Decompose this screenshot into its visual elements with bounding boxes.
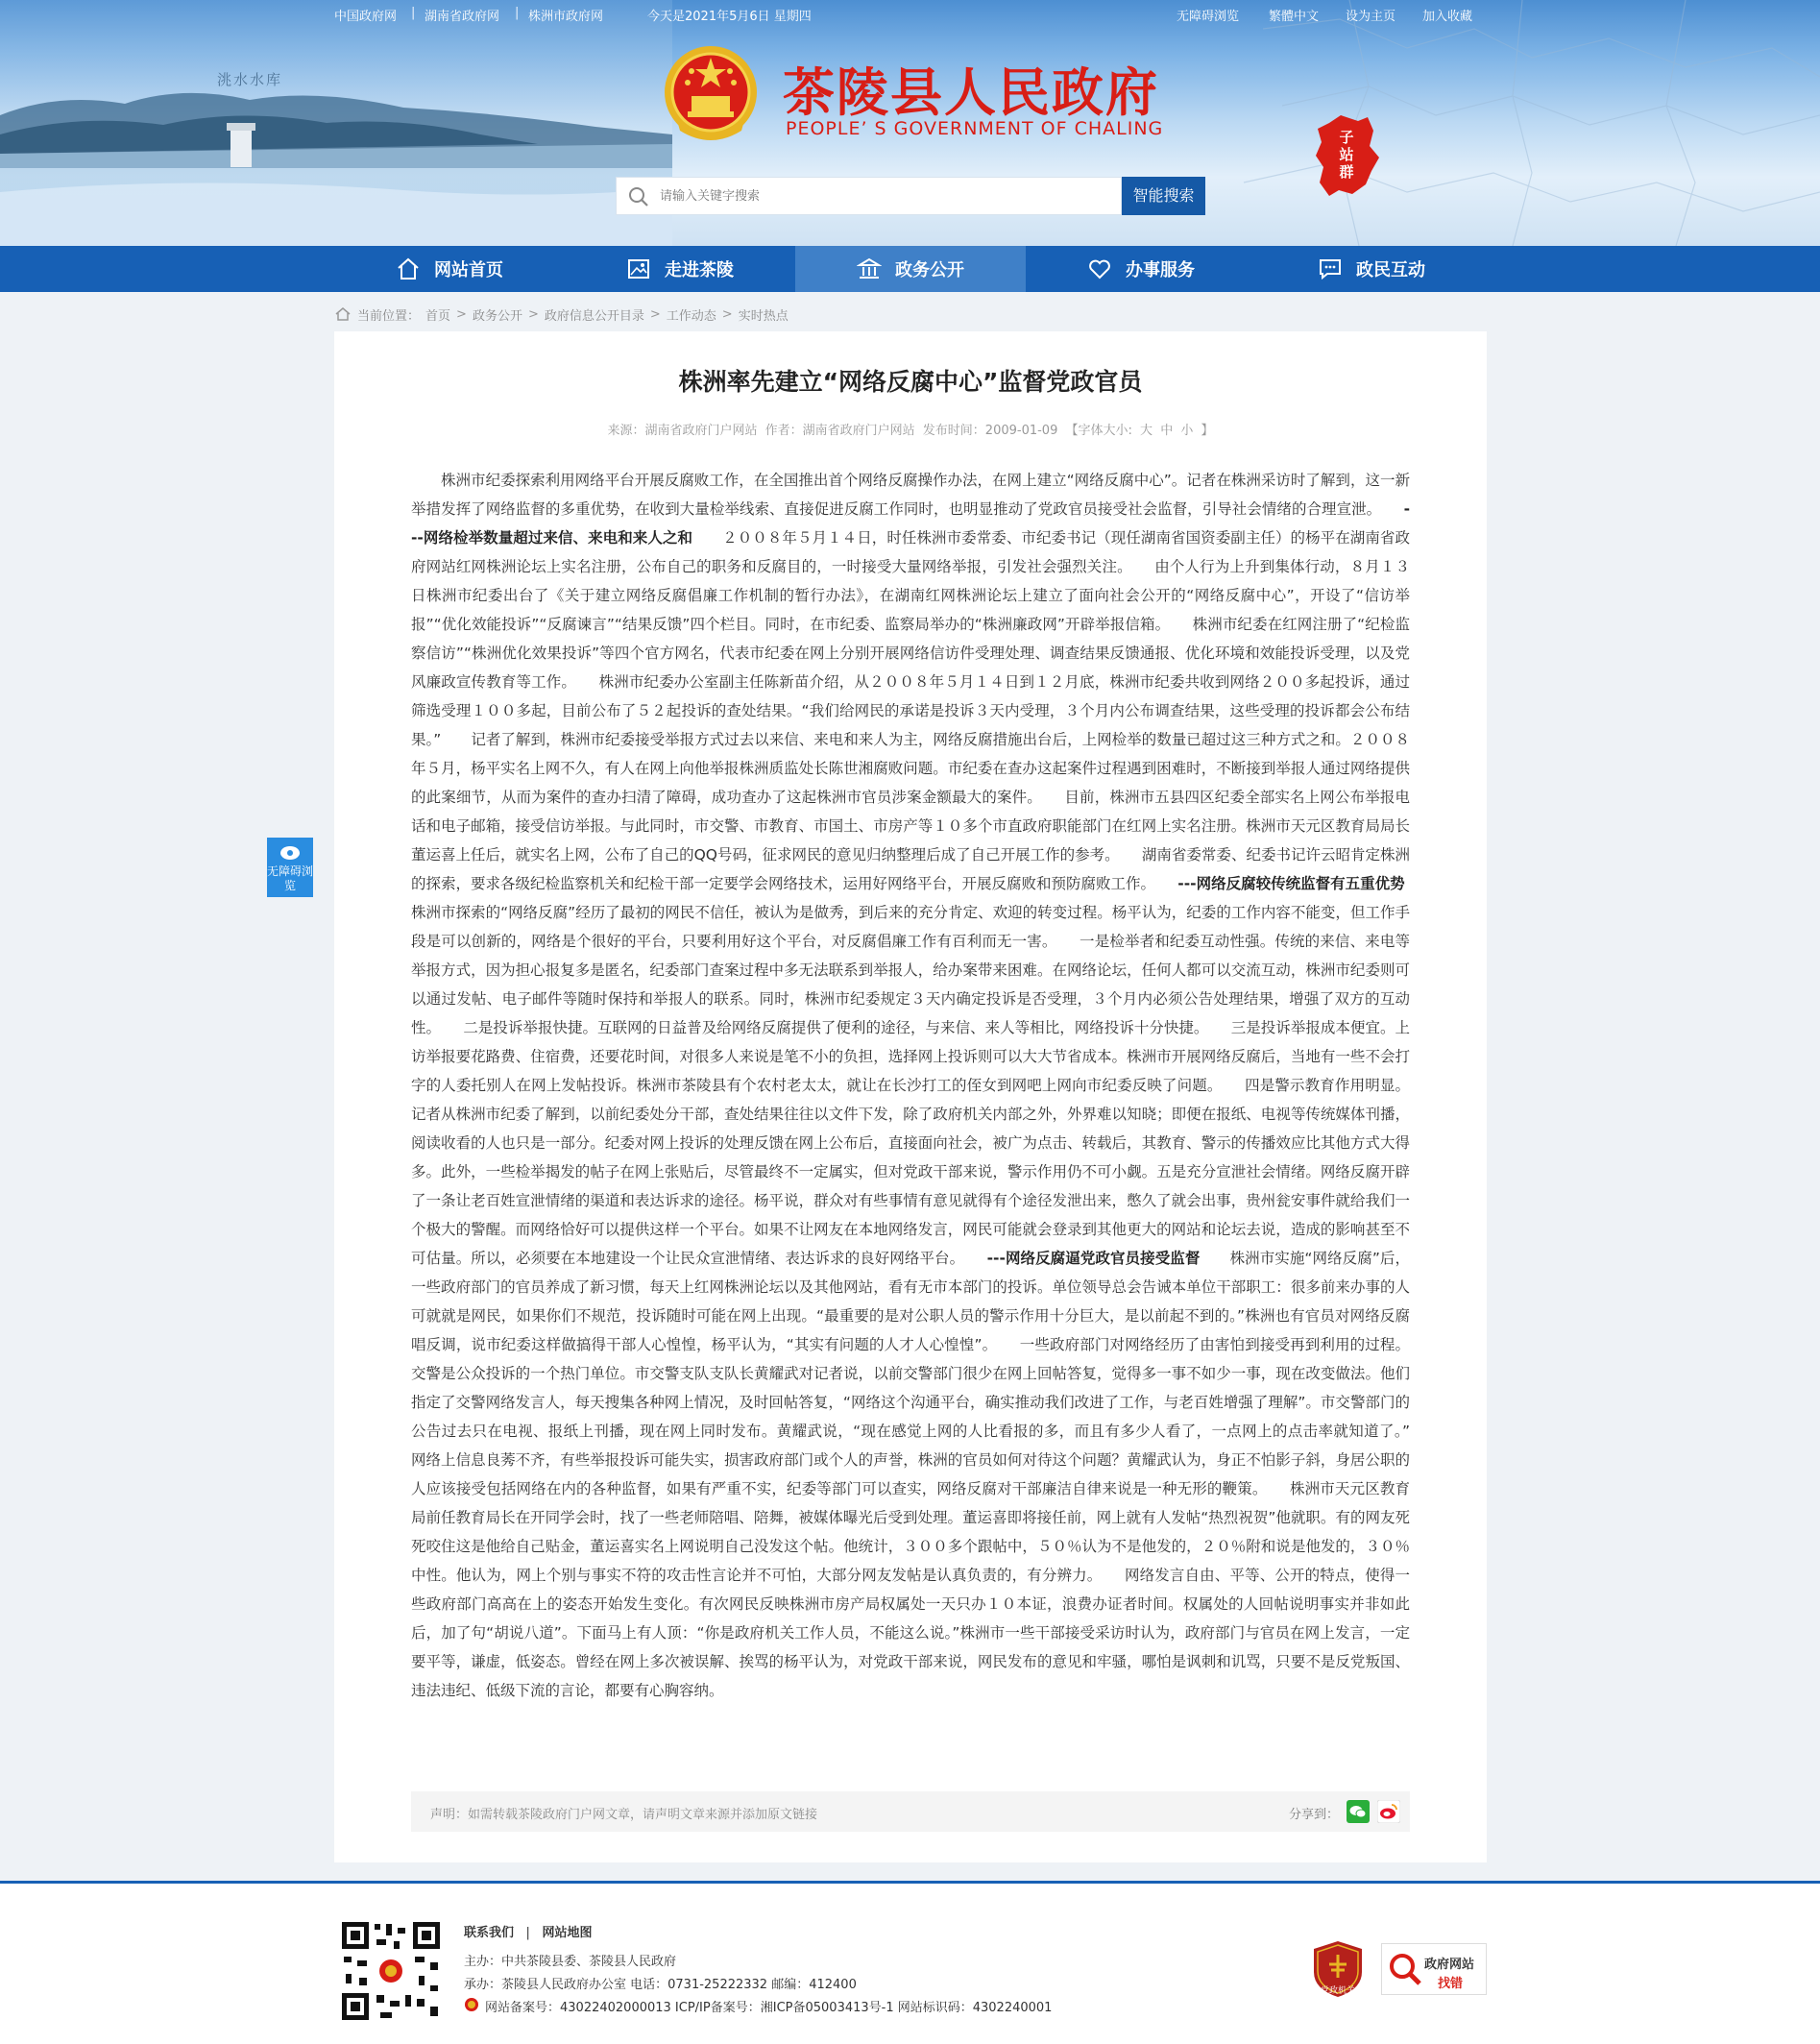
subsite-label[interactable]: 子站群 — [1339, 129, 1354, 181]
link-china-gov[interactable]: 中国政府网 — [334, 10, 398, 24]
article-body — [411, 466, 1441, 1705]
breadcrumb-work-news[interactable]: 工作动态 — [666, 308, 716, 324]
footer-organizer: 承办：茶陵县人民政府办公室 电话：0731-25222332 邮编：412400 — [464, 1978, 857, 1992]
breadcrumb: 当前位置： 首页 > 政务公开 > 政府信息公开目录 > 工作动态 > 实时热点 — [334, 305, 789, 323]
link-hunan-gov[interactable]: 湖南省政府网 — [425, 10, 500, 24]
article-title: 株洲率先建立“网络反腐中心”监督党政官员 — [678, 368, 1143, 396]
font-size-open: 【字体大小: — [1065, 424, 1132, 438]
eye-icon — [279, 845, 301, 861]
link-set-homepage[interactable]: 设为主页 — [1346, 10, 1396, 24]
gov-site-error-report-badge[interactable] — [1381, 1943, 1487, 1995]
article-author: 作者：湖南省政府门户网站 — [764, 424, 915, 438]
badge-err-subtitle: 找错 — [1438, 1977, 1464, 1991]
nav-interaction-label: 政民互动 — [1356, 260, 1425, 280]
qr-code-image — [338, 1918, 444, 2024]
nav-interaction[interactable] — [1256, 246, 1487, 292]
home-icon — [334, 305, 352, 323]
reprint-notice: 声明：如需转载茶陵政府门户网文章，请声明文章来源并添加原文链接 — [430, 1808, 818, 1822]
chat-icon — [1318, 256, 1343, 281]
breadcrumb-hot-topics[interactable]: 实时热点 — [738, 308, 789, 324]
nav-about-chaling[interactable] — [565, 246, 795, 292]
search-icon — [628, 186, 649, 207]
accessibility-float-button[interactable] — [267, 838, 313, 897]
footer-links: 联系我们 | 网站地图 — [464, 1926, 593, 1940]
nav-government-affairs-label: 政务公开 — [895, 260, 964, 280]
breadcrumb-info-catalog[interactable]: 政府信息公开目录 — [544, 308, 644, 324]
government-building-icon — [857, 256, 882, 281]
nav-government-affairs[interactable] — [795, 246, 1026, 292]
link-zhuzhou-gov[interactable]: 株洲市政府网 — [528, 10, 604, 24]
share-label: 分享到： — [1288, 1808, 1339, 1822]
article-paragraph: ２００８年５月１４日，时任株洲市委常委、市纪委书记（现任湖南省国资委副主任）的杨平在湖南省政府网站红网株洲论坛上实名注册，公布自己的职务和反腐目的，一时接受大量网络举报，引发社会强烈关注。 由个人行为上升到集体行动，８月１３日株洲市纪委出台了《关于建立网络反腐倡廉工作机制的暂行办法》，在湖南红网株洲论坛上建立了面向社会公开的“网络反腐中心”，开设了“信访举报”“优化效能投诉”“反腐谏言”“结果反馈”四个栏目。同时，在市纪委、监察局举办的“株洲廉政网”开辟举报信箱。 株洲市纪委在红网注册了“纪检监察信访”“株洲优化效果投诉”等四个官方网名，代表市纪委在网上分别开展网络信访件受理处理、调查结果反馈通报、优化环境和效能投诉受理，以及党风廉政宣传教育等工作。 株洲市纪委办公室副主任陈新苗介绍，从２００８年５月１４日到１２月底，株洲市纪委共收到网络２００多起投诉，通过筛选受理１００多起，目前公布了５２起投诉的查处结果。“我们给网民的承诺是投诉３天内受理，３个月内公布调查结果，这些受理的投诉都会公布结果。” 记者了解到，株洲市纪委接受举报方式过去以来信、来电和来人为主，网络反腐措施出台后，上网检举的数量已超过这三种方式之和。２００８年５月，杨平实名上网不久，有人在网上向他举报株洲质监处长陈世湘腐败问题。市纪委在查办这起案件过程遇到困难时，不断接到举报人通过网络提供的此案细节，从而为案件的查办扫清了障碍，成功查办了这起株洲市官员涉案金额最大的案件。 目前，株洲市五县四区纪委全部实名上网公布举报电话和电子邮箱，接受信访举报。与此同时，市交警、市教育、市国土、市房产等１０多个市直政府职能部门在红网上实名注册。株洲市天元区教育局局长董运喜上任后，就实名上网，公布了自己的QQ号码，征求网民的意见归纳整理后成了自己开展工作的参考。 湖南省委常委、纪委书记许云昭肯定株洲的探索，要求各级纪检监察机关和纪检干部一定要学会网络技术，运用好网络平台，开展反腐败和预防腐败工作。 — [411, 529, 1410, 892]
article-source: 来源：湖南省政府门户网站 — [607, 424, 758, 438]
party-gov-badge-label: 党政机关 — [1320, 1986, 1355, 1996]
article-subheading: ---网络反腐较传统监督有五重优势 — [1177, 875, 1405, 892]
home-icon — [396, 256, 421, 281]
article-meta — [334, 420, 1487, 438]
national-emblem-icon — [661, 42, 761, 150]
font-size-close: 】 — [1201, 424, 1214, 438]
article-subheading: ---网络反腐逼党政官员接受监督 — [986, 1250, 1201, 1267]
breadcrumb-home[interactable]: 首页 — [425, 308, 451, 324]
article-footer-bar — [411, 1791, 1410, 1832]
font-size-medium[interactable]: 中 — [1160, 424, 1174, 438]
footer-contact-link[interactable]: 联系我们 — [464, 1926, 515, 1940]
article-paragraph: 株洲市实施“网络反腐”后，一些政府部门的官员养成了新习惯，每天上红网株洲论坛以及其他网站，看有无市本部门的投诉。单位领导总会告诫本单位干部职工：很多前来办事的人可就就是网民，如果你们不规范，投诉随时可能在网上出现。“最重要的是对公职人员的警示作用十分巨大，是以前起不到的。”株洲也有官员对网络反腐唱反调，说市纪委这样做搞得干部人心惶惶，杨平认为，“其实有问题的人才人心惶惶”。 一些政府部门对网络经历了由害怕到接受再到利用的过程。交警是公众投诉的一个热门单位。市交警支队支队长黄耀武对记者说，以前交警部门很少在网上回帖答复，觉得多一事不如少一事，现在改变做法。他们指定了交警网络发言人，每天搜集各种网上情况，及时回帖答复，“网络这个沟通平台，确实推动我们改进了工作，与老百姓增强了理解”。市交警部门的公告过去只在电视、报纸上刊播，现在网上同时发布。黄耀武说，“现在感觉上网的人比看报的多，而且有多少人看了，一点网上的点击率就知道了。” 网络上信息良莠不齐，有些举报投诉可能失实，损害政府部门或个人的声誉，株洲的官员如何对待这个问题？黄耀武认为，身正不怕影子斜，身居公职的人应该接受包括网络在内的各种监督，如果有严重不实，纪委等部门可以查实，网络反腐对干部廉洁自律来说是一种无形的鞭策。 株洲市天元区教育局前任教育局长在开同学会时，找了一些老师陪唱、陪舞，被媒体曝光后受到处理。董运喜即将接任前，网上就有人发帖“热烈祝贺”他就职。有的网友死死咬住这是他给自己贴金，董运喜实名上网说明自己没发这个帖。他统计，３００多个跟帖中，５０％认为不是他发的，２０％附和说是他发的，３０％中性。他认为，网上个别与事实不符的攻击性言论并不可怕，大部分网友发帖是认真负责的，有分辨力。 网络发言自由、平等、公开的特点，使得一些政府部门高高在上的姿态开始发生变化。有次网民反映株洲市房产局权属处一天只办１０本证，浪费办证者时间。权属处的人回帖说明事实并非如此后，加了句“胡说八道”。下面马上有人顶：“你是政府机关工作人员，不能这么说。”株洲市一些干部接受采访时认为，政府部门与官员在网上发言，一定要平等，谦虚，低姿态。曾经在网上多次被误解、挨骂的杨平认为，对党政干部来说，网民发布的意见和牢骚，哪怕是讽刺和讥骂，只要不是反党叛国、违法违纪、低级下流的言论，都要有心胸容纳。 — [411, 1250, 1441, 1699]
link-traditional-chinese[interactable]: 繁體中文 — [1269, 10, 1320, 24]
main-navigation — [0, 246, 1820, 292]
link-accessible-browse[interactable]: 无障碍浏览 — [1177, 10, 1240, 24]
police-badge-icon — [464, 1997, 479, 2012]
nav-services-label: 办事服务 — [1126, 260, 1195, 280]
nav-services[interactable] — [1026, 246, 1256, 292]
article-paragraph: 株洲市探索的“网络反腐”经历了最初的网民不信任，被认为是做秀，到后来的充分肯定、欢迎的转变过程。杨平认为，纪委的工作内容不能变，但工作手段是可以创新的，网络是个很好的平台，只要利用好这个平台，对反腐倡廉工作有百利而无一害。 一是检举者和纪委互动性强。传统的来信、来电等举报方式，因为担心报复多是匿名，纪委部门查案过程中多无法联系到举报人，给办案带来困难。在网络论坛，任何人都可以交流互动，株洲市纪委则可以通过发帖、电子邮件等随时保持和举报人的联系。同时，株洲市纪委规定３天内确定投诉是否受理，３个月内必须公告处理结果，增强了双方的互动性。 二是投诉举报快捷。互联网的日益普及给网络反腐提供了便利的途径，与来信、来人等相比，网络投诉十分快捷。 三是投诉举报成本便宜。上访举报要花路费、住宿费，还要花时间，对很多人来说是笔不小的负担，选择网上投诉则可以大大节省成本。株洲市开展网络反腐后，当地有一些不会打字的人委托别人在网上发帖投诉。株洲市茶陵县有个农村老太太，就让在长沙打工的侄女到网吧上网向市纪委反映了问题。 四是警示教育作用明显。记者从株洲市纪委了解到，以前纪委处分干部，查处结果往往以文件下发，除了政府机关内部之外，外界难以知晓；即便在报纸、电视等传统媒体刊播，阅读收看的人也只是一部分。纪委对网上投诉的处理反馈在网上公布后，直接面向社会，被广为点击、转载后，其教育、警示的传播效应比其他方式大得多。此外，一些检举揭发的帖子在网上张贴后，尽管最终不一定属实，但对党政干部来说，警示作用仍不可小觑。五是充分宣泄社会情绪。网络反腐开辟了一条让老百姓宣泄情绪的渠道和表达诉求的途径。杨平说，群众对有些事情有意见就得有个途径发泄出来，憋久了就会出事，贵州瓮安事件就给我们一个极大的警醒。而网络恰好可以提供这样一个平台。如果不让网友在本地网络发言，网民可能就会登录到其他更大的网站和论坛去说，造成的影响甚至不可估量。所以，必须要在本地建设一个让民众宣泄情绪、表达诉求的良好网络平台。 — [411, 875, 1435, 1267]
lake-banner-image — [0, 0, 672, 246]
nav-about-chaling-label: 走进茶陵 — [665, 260, 734, 280]
accessibility-float-label: 无障碍浏览 — [267, 864, 314, 892]
search-input[interactable] — [617, 178, 1121, 214]
article-card — [334, 331, 1487, 1862]
footer-sitemap-link[interactable]: 网站地图 — [542, 1926, 593, 1940]
weibo-share-icon[interactable] — [1377, 1800, 1400, 1823]
picture-icon — [626, 256, 651, 281]
nav-home[interactable] — [334, 246, 565, 292]
article-published: 发布时间：2009-01-09 — [922, 424, 1058, 438]
footer-host: 主办：中共茶陵县委、茶陵县人民政府 — [464, 1955, 677, 1969]
top-links-bar: 中国政府网 | 湖南省政府网 | 株洲市政府网 今天是2021年5月6日 星期四 无障碍浏览 繁體中文 设为主页 加入收藏 — [334, 6, 1473, 24]
site-title: 茶陵县人民政府 — [783, 61, 1159, 123]
site-header — [0, 0, 1820, 246]
article-paragraph: 株洲市纪委探索利用网络平台开展反腐败工作，在全国推出首个网络反腐操作办法，在网上建立“网络反腐中心”。记者在株洲采访时了解到，这一新举措发挥了网络监督的多重优势，在收到大量检举线索、直接促进反腐工作同时，也明显推动了党政官员接受社会监督，引导社会情绪的合理宣泄。 — [411, 472, 1410, 518]
badge-err-title: 政府网站 — [1424, 1958, 1475, 1972]
footer-record-line — [464, 1997, 1052, 2015]
site-footer — [0, 1881, 1820, 2044]
breadcrumb-prefix: 当前位置： — [357, 308, 421, 324]
site-title-english: PEOPLE’ S GOVERNMENT OF CHALING — [786, 118, 1164, 139]
heart-icon — [1087, 256, 1112, 281]
county-map-outline — [1205, 0, 1820, 246]
search-button[interactable]: 智能搜索 — [1122, 177, 1205, 215]
nav-home-label: 网站首页 — [434, 260, 503, 280]
font-size-large[interactable]: 大 — [1140, 424, 1153, 438]
link-add-favorite[interactable]: 加入收藏 — [1422, 10, 1473, 24]
wechat-share-icon[interactable] — [1347, 1800, 1370, 1823]
article-subheading: ---网络检举数量超过来信、来电和来人之和 — [411, 500, 1410, 547]
magnifier-icon — [1388, 1952, 1422, 1986]
breadcrumb-government-affairs[interactable]: 政务公开 — [472, 308, 522, 324]
lake-label: 洮水水库 — [217, 71, 283, 88]
search-box — [616, 177, 1122, 215]
current-date: 今天是2021年5月6日 星期四 — [647, 10, 812, 24]
font-size-small[interactable]: 小 — [1180, 424, 1194, 438]
footer-record[interactable]: 网站备案号：43022402000013 ICP/IP备案号：湘ICP备05003413号-1 网站标识码：4302240001 — [485, 2001, 1053, 2015]
